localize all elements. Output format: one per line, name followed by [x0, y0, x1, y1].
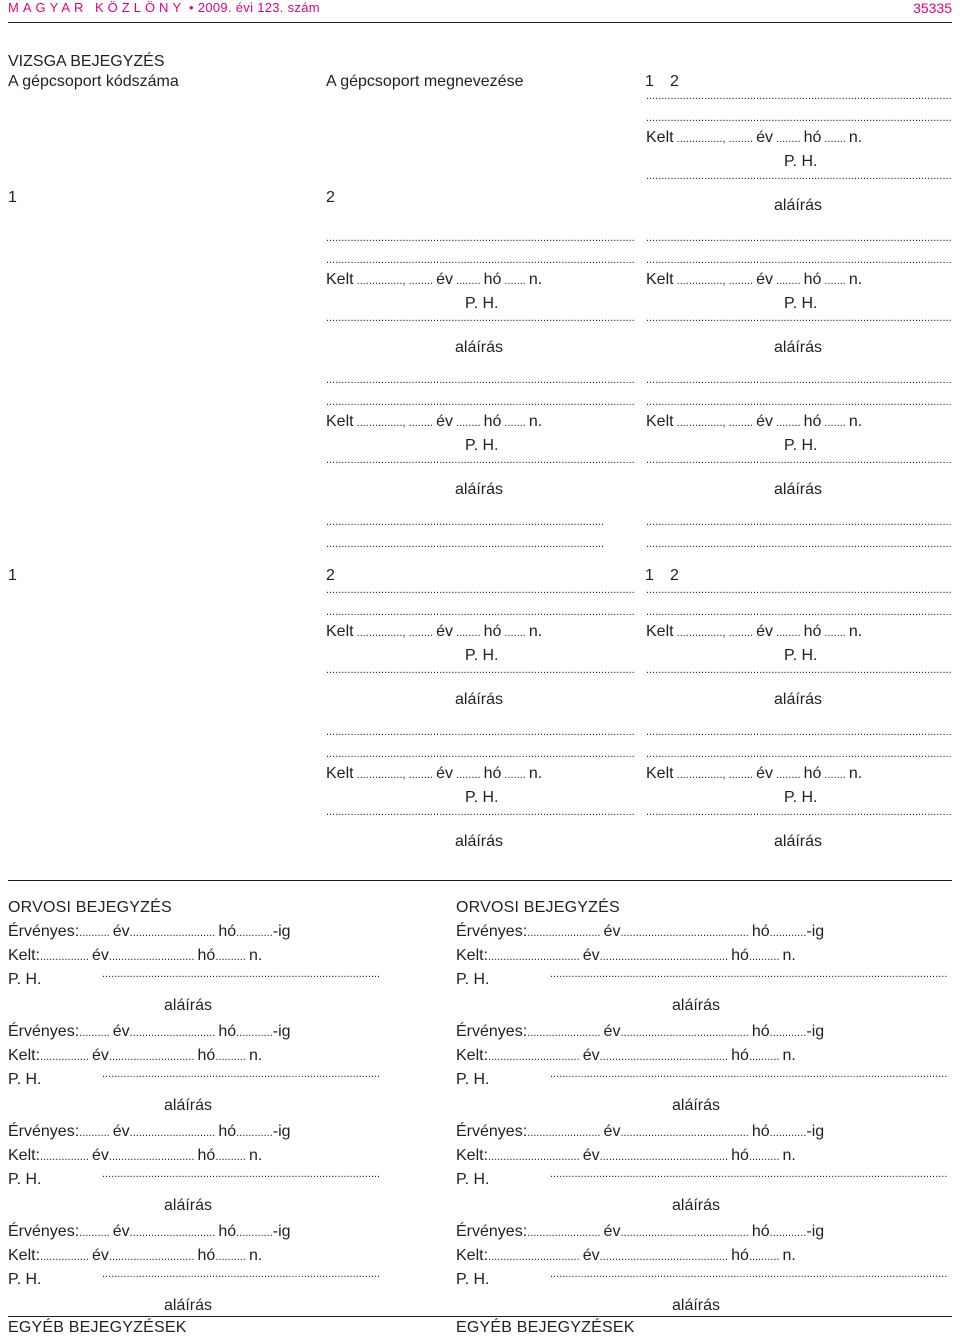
n-label: n. [782, 1147, 796, 1164]
dot-fill: ........................ [527, 927, 604, 939]
dot-fill: .......................................... [599, 1151, 732, 1163]
ho-label: hó [751, 923, 770, 940]
ho-label: hó [751, 1023, 770, 1040]
dot-fill: ............................ [129, 1127, 219, 1139]
machine-code-label: A gépcsoport kódszáma [8, 73, 179, 90]
dot-fill: .......... [215, 1151, 249, 1163]
signature-label: aláírás [164, 997, 213, 1014]
ph-label: P. H. [784, 295, 818, 312]
kelt-label: Kelt [326, 271, 354, 288]
ev-label: év [603, 1023, 621, 1040]
ervenyes-row [456, 1222, 948, 1243]
dot-fill: ............................ [108, 951, 198, 963]
kelt-label: Kelt: [8, 1247, 41, 1264]
dot-fill: ............ [236, 1027, 273, 1039]
ig-label: -ig [806, 1023, 825, 1040]
ho-label: hó [803, 129, 822, 146]
dot-line [646, 664, 952, 684]
kelt-label: Kelt: [8, 947, 41, 964]
dot-line [646, 374, 952, 394]
n-label: n. [528, 765, 543, 782]
dot-line [326, 538, 604, 558]
ho-label: hó [197, 1147, 216, 1164]
ervenyes-label: Érvényes: [8, 923, 80, 940]
n-label: n. [848, 413, 863, 430]
dot-fill: ........................ [527, 1127, 604, 1139]
ig-label: -ig [806, 923, 825, 940]
ev-label: év [436, 413, 454, 430]
num-1: 1 [645, 567, 654, 584]
ph-label: P. H. [456, 1071, 490, 1088]
ph-label: P. H. [8, 971, 42, 988]
ervenyes-label: Érvényes: [456, 1223, 528, 1240]
kelt-row [456, 1146, 948, 1167]
signature-label: aláírás [455, 339, 504, 356]
signature-label: aláírás [672, 997, 721, 1014]
ho-label: hó [731, 1047, 749, 1064]
dot-fill: ........ [453, 627, 484, 639]
dot-fill: ....... [821, 769, 849, 781]
n-label: n. [528, 413, 543, 430]
signature-label: aláírás [164, 1197, 213, 1214]
ervenyes-row [456, 1122, 948, 1143]
dot-fill: ....... [821, 133, 849, 145]
ho-label: hó [483, 271, 502, 288]
ev-label: év [756, 623, 774, 640]
dot-fill: ............................ [129, 1027, 219, 1039]
kelt-label: Kelt: [8, 1047, 41, 1064]
dot-line [550, 968, 948, 988]
ho-label: hó [803, 413, 822, 430]
dot-line [550, 1168, 948, 1188]
ph-label: P. H. [465, 437, 499, 454]
num-1: 1 [8, 189, 17, 206]
dot-line [646, 516, 952, 536]
ph-label: P. H. [8, 1071, 42, 1088]
ervenyes-row [8, 922, 380, 943]
ho-label: hó [483, 413, 502, 430]
kelt-line-r4 [646, 622, 952, 643]
section-title-vizsga: VIZSGA BEJEGYZÉS [8, 53, 165, 70]
dot-fill: ............ [769, 1027, 807, 1039]
dot-fill: ............ [769, 1227, 807, 1239]
ervenyes-row [8, 1122, 380, 1143]
dot-fill: ........ [773, 627, 804, 639]
signature-label: aláírás [672, 1297, 721, 1314]
ph-label: P. H. [465, 789, 499, 806]
machine-name-label: A gépcsoport megnevezése [326, 73, 524, 90]
ph-label: P. H. [465, 295, 499, 312]
dot-fill: ....... [501, 769, 529, 781]
ev-label: év [436, 623, 454, 640]
dot-fill: ................ [40, 1051, 92, 1063]
dot-fill: ........ [453, 275, 484, 287]
ho-label: hó [751, 1123, 770, 1140]
section-title-egyeb: EGYÉB BEJEGYZÉSEK [8, 1319, 187, 1336]
dot-fill: ............ [769, 1127, 807, 1139]
ho-label: hó [197, 1247, 216, 1264]
ev-label: év [582, 1247, 600, 1264]
dot-line [102, 968, 380, 988]
ev-label: év [112, 923, 130, 940]
dot-fill: .............................. [488, 1051, 583, 1063]
ph-label: P. H. [8, 1171, 42, 1188]
ig-label: -ig [806, 1123, 825, 1140]
dot-line [646, 312, 952, 332]
ervenyes-label: Érvényes: [456, 923, 528, 940]
kelt-label: Kelt [326, 623, 354, 640]
ig-label: -ig [806, 1223, 825, 1240]
dot-fill: .......................................... [620, 1227, 752, 1239]
dot-fill: .......................................... [620, 927, 752, 939]
dot-fill: ........................ [527, 1027, 604, 1039]
kelt-row [456, 946, 948, 967]
signature-label: aláírás [774, 339, 823, 356]
ev-label: év [112, 1023, 130, 1040]
dot-fill: .......... [748, 1151, 783, 1163]
ev-label: év [91, 947, 109, 964]
ev-label: év [603, 923, 621, 940]
ev-label: év [756, 129, 774, 146]
ph-label: P. H. [456, 971, 490, 988]
ev-label: év [91, 1047, 109, 1064]
ph-label: P. H. [784, 647, 818, 664]
dot-fill: .............................. [488, 951, 583, 963]
ho-label: hó [197, 947, 216, 964]
kelt-line-m1 [326, 270, 634, 291]
kelt-label: Kelt: [456, 1047, 489, 1064]
ev-label: év [582, 947, 600, 964]
ig-label: -ig [272, 1123, 291, 1140]
dot-fill: ....... [821, 275, 849, 287]
dot-line [102, 1068, 380, 1088]
ho-label: hó [731, 1247, 749, 1264]
page-number: 35335 [913, 0, 952, 16]
n-label: n. [848, 271, 863, 288]
num-2: 2 [670, 73, 679, 90]
dot-line [646, 170, 952, 190]
dot-fill: ..............., ........ [353, 627, 437, 639]
n-label: n. [248, 1147, 263, 1164]
journal-title: MAGYAR KÖZLÖNY [8, 0, 186, 15]
dot-fill: ..............., ........ [673, 133, 757, 145]
dot-fill: .......... [79, 927, 113, 939]
dot-fill: ..............., ........ [353, 275, 437, 287]
dot-line [646, 538, 952, 558]
dot-fill: ....... [501, 417, 529, 429]
dot-fill: .......................................... [599, 1251, 732, 1263]
signature-label: aláírás [164, 1297, 213, 1314]
dot-line [326, 806, 634, 826]
ho-label: hó [731, 947, 749, 964]
ho-label: hó [731, 1147, 749, 1164]
num-1: 1 [8, 567, 17, 584]
ev-label: év [756, 765, 774, 782]
kelt-row [8, 1246, 380, 1267]
ph-label: P. H. [8, 1271, 42, 1288]
ervenyes-row [456, 922, 948, 943]
bullet-icon: • [189, 0, 194, 15]
dot-fill: .......... [79, 1027, 113, 1039]
ho-label: hó [803, 623, 822, 640]
ev-label: év [582, 1147, 600, 1164]
kelt-label: Kelt: [456, 947, 489, 964]
dot-line [646, 584, 952, 604]
ervenyes-row [8, 1022, 380, 1043]
ev-label: év [603, 1123, 621, 1140]
signature-label: aláírás [774, 197, 823, 214]
dot-fill: ............................ [108, 1051, 198, 1063]
kelt-label: Kelt [326, 765, 354, 782]
n-label: n. [248, 1047, 263, 1064]
ig-label: -ig [272, 923, 291, 940]
dot-fill: ................ [40, 951, 92, 963]
ev-label: év [436, 271, 454, 288]
dot-fill: ................ [40, 1251, 92, 1263]
signature-label: aláírás [455, 481, 504, 498]
num-1: 1 [645, 73, 654, 90]
kelt-label: Kelt [646, 765, 674, 782]
kelt-line-m4 [326, 764, 634, 785]
num-2: 2 [670, 567, 679, 584]
dot-line [326, 232, 634, 252]
dot-fill: ..............., ........ [673, 627, 757, 639]
dot-fill: ..............., ........ [353, 769, 437, 781]
ho-label: hó [483, 623, 502, 640]
ho-label: hó [218, 1023, 237, 1040]
dot-fill: .......... [748, 1251, 783, 1263]
dot-fill: ........ [773, 417, 804, 429]
dot-fill: ........ [453, 417, 484, 429]
signature-label: aláírás [455, 691, 504, 708]
page-header [8, 0, 952, 22]
dot-fill: ....... [821, 627, 849, 639]
n-label: n. [782, 947, 796, 964]
kelt-line-m2 [326, 412, 634, 433]
ho-label: hó [218, 1123, 237, 1140]
kelt-line-r3 [646, 412, 952, 433]
dot-line [326, 664, 634, 684]
kelt-row [8, 946, 380, 967]
dot-fill: ..............., ........ [673, 417, 757, 429]
dot-line [550, 1268, 948, 1288]
ph-label: P. H. [784, 437, 818, 454]
issue-label: 2009. évi 123. szám [197, 0, 320, 15]
dot-line [326, 584, 634, 604]
dot-line [326, 312, 634, 332]
dot-fill: .......................................... [620, 1027, 752, 1039]
dot-fill: ........ [773, 769, 804, 781]
kelt-row [8, 1046, 380, 1067]
kelt-label: Kelt [646, 129, 674, 146]
dot-fill: ..............., ........ [673, 769, 757, 781]
dot-fill: ....... [501, 627, 529, 639]
ho-label: hó [197, 1047, 216, 1064]
ervenyes-label: Érvényes: [8, 1123, 80, 1140]
ho-label: hó [218, 1223, 237, 1240]
signature-label: aláírás [455, 833, 504, 850]
kelt-line-r5 [646, 764, 952, 785]
kelt-row [456, 1046, 948, 1067]
ho-label: hó [218, 923, 237, 940]
section-title-orvosi: ORVOSI BEJEGYZÉS [8, 899, 172, 916]
ph-label: P. H. [784, 789, 818, 806]
kelt-label: Kelt: [456, 1247, 489, 1264]
kelt-label: Kelt [646, 413, 674, 430]
dot-fill: ............................ [108, 1151, 198, 1163]
ervenyes-row [8, 1222, 380, 1243]
dot-fill: .............................. [488, 1251, 583, 1263]
section-title-orvosi: ORVOSI BEJEGYZÉS [456, 899, 620, 916]
ev-label: év [582, 1047, 600, 1064]
dot-line [646, 726, 952, 746]
ev-label: év [603, 1223, 621, 1240]
dot-fill: ..............., ........ [673, 275, 757, 287]
dot-fill: .......... [215, 951, 249, 963]
dot-fill: ............................ [129, 927, 219, 939]
ph-label: P. H. [784, 153, 818, 170]
signature-label: aláírás [672, 1097, 721, 1114]
signature-label: aláírás [164, 1097, 213, 1114]
kelt-line-m3 [326, 622, 634, 643]
n-label: n. [528, 623, 543, 640]
dot-line [102, 1268, 380, 1288]
dot-line [646, 90, 952, 110]
dot-fill: .......... [215, 1251, 249, 1263]
dot-fill: ....... [821, 417, 849, 429]
dot-fill: ............................ [129, 1227, 219, 1239]
section-title-egyeb: EGYÉB BEJEGYZÉSEK [456, 1319, 635, 1336]
num-2: 2 [326, 567, 335, 584]
n-label: n. [528, 271, 543, 288]
ho-label: hó [483, 765, 502, 782]
dot-fill: .......... [748, 1051, 783, 1063]
n-label: n. [248, 947, 263, 964]
dot-fill: .......... [748, 951, 783, 963]
ho-label: hó [803, 765, 822, 782]
dot-fill: ..............., ........ [353, 417, 437, 429]
ev-label: év [756, 271, 774, 288]
signature-label: aláírás [774, 833, 823, 850]
ev-label: év [436, 765, 454, 782]
kelt-label: Kelt: [8, 1147, 41, 1164]
dot-fill: ............ [236, 927, 273, 939]
dot-line [550, 1068, 948, 1088]
n-label: n. [782, 1247, 796, 1264]
n-label: n. [782, 1047, 796, 1064]
dot-line [326, 516, 604, 536]
dot-fill: ............ [236, 1127, 273, 1139]
dot-fill: ....... [501, 275, 529, 287]
ev-label: év [756, 413, 774, 430]
kelt-row [456, 1246, 948, 1267]
dot-line [646, 806, 952, 826]
n-label: n. [848, 129, 863, 146]
ev-label: év [91, 1147, 109, 1164]
dot-fill: ........ [773, 275, 804, 287]
dot-line [646, 232, 952, 252]
ig-label: -ig [272, 1023, 291, 1040]
dot-fill: ................ [40, 1151, 92, 1163]
dot-fill: .......... [215, 1051, 249, 1063]
ervenyes-label: Érvényes: [8, 1023, 80, 1040]
dot-fill: ............ [236, 1227, 273, 1239]
ho-label: hó [751, 1223, 770, 1240]
section-rule [8, 1316, 952, 1317]
ig-label: -ig [272, 1223, 291, 1240]
dot-line [326, 454, 634, 474]
signature-label: aláírás [774, 691, 823, 708]
dot-fill: .......... [79, 1227, 113, 1239]
running-head [8, 0, 320, 15]
dot-fill: ............ [769, 927, 807, 939]
signature-label: aláírás [672, 1197, 721, 1214]
dot-fill: ........................ [527, 1227, 604, 1239]
ervenyes-row [456, 1022, 948, 1043]
kelt-label: Kelt: [456, 1147, 489, 1164]
ev-label: év [112, 1223, 130, 1240]
dot-fill: .......................................... [599, 951, 732, 963]
dot-fill: .......................................... [620, 1127, 752, 1139]
kelt-line-r2 [646, 270, 952, 291]
n-label: n. [248, 1247, 263, 1264]
dot-line [102, 1168, 380, 1188]
dot-fill: ........ [453, 769, 484, 781]
dot-line [326, 374, 634, 394]
dot-line [646, 454, 952, 474]
ph-label: P. H. [456, 1271, 490, 1288]
kelt-row [8, 1146, 380, 1167]
kelt-line-r1 [646, 128, 952, 149]
dot-line [326, 726, 634, 746]
dot-fill: ........ [773, 133, 804, 145]
ervenyes-label: Érvényes: [456, 1023, 528, 1040]
ervenyes-label: Érvényes: [8, 1223, 80, 1240]
ervenyes-label: Érvényes: [456, 1123, 528, 1140]
ho-label: hó [803, 271, 822, 288]
kelt-label: Kelt [326, 413, 354, 430]
dot-fill: .............................. [488, 1151, 583, 1163]
kelt-label: Kelt [646, 271, 674, 288]
n-label: n. [848, 623, 863, 640]
ph-label: P. H. [465, 647, 499, 664]
n-label: n. [848, 765, 863, 782]
kelt-label: Kelt [646, 623, 674, 640]
ev-label: év [112, 1123, 130, 1140]
section-rule [8, 880, 952, 881]
header-rule [8, 22, 952, 23]
num-2: 2 [326, 189, 335, 206]
ph-label: P. H. [456, 1171, 490, 1188]
dot-fill: .......................................... [599, 1051, 732, 1063]
dot-fill: .......... [79, 1127, 113, 1139]
signature-label: aláírás [774, 481, 823, 498]
dot-fill: ............................ [108, 1251, 198, 1263]
ev-label: év [91, 1247, 109, 1264]
